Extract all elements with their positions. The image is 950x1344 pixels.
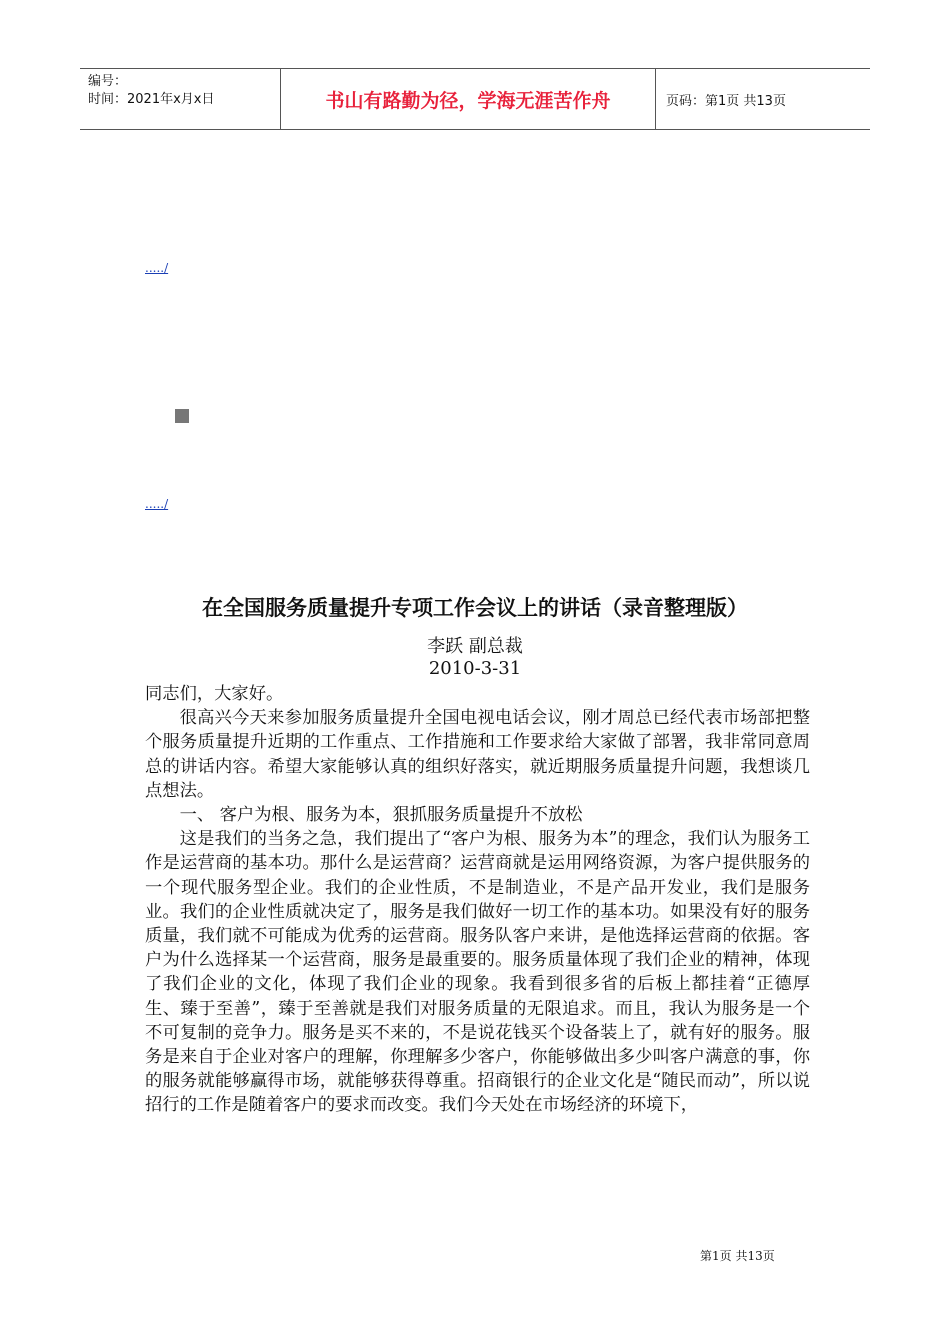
number-label: 编号： (88, 74, 128, 89)
link-2[interactable]: ...../ (145, 497, 169, 511)
article-date: 2010-3-31 (428, 658, 522, 679)
header-page-info: 页码：第1页 共13页 (666, 93, 786, 109)
bullet-square-icon (175, 409, 189, 423)
time-label: 时间：2021年x月x日 (88, 92, 215, 107)
greeting: 同志们，大家好。 (145, 684, 284, 704)
paragraph: 这是我们的当务之急，我们提出了“客户为根、服务为本”的理念，我们认为服务工作是运营商的基本功。那什么是运营商？运营商就是运用网络资源，为客户提供服务的一个现代服务型企业。我们的企业性质，不是制造业，不是产品开发业，我们是服务业。我们的企业性质就决定了，服务是我们做好一切工作的基本功。如果没有好的服务质量，我们就不可能成为优秀的运营商。服务队客户来讲，是他选择运营商的依据。客户为什么选择某一个运营商，服务是最重要的。服务质量体现了我们企业的精神，体现了我们企业的文化，体现了我们企业的现象。我看到很多省的后板上都挂着“正德厚生、臻于至善”，臻于至善就是我们对服务质量的无限追求。而且，我认为服务是一个不可复制的竞争力。服务是买不来的，不是说花钱买个设备装上了，就有好的服务。服务是来自于企业对客户的理解，你理解多少客户，你能够做出多少叫客户满意的事，你的服务就能够赢得市场，就能够获得尊重。招商银行的企业文化是“随民而动”，所以说招行的工作是随着客户的要求而改变。我们今天处在市场经济的环境下， (145, 829, 810, 1116)
header-motto: 书山有路勤为径，学海无涯苦作舟 (280, 69, 656, 129)
page-footer: 第1页 共13页 (700, 1249, 775, 1263)
paragraph: 很高兴今天来参加服务质量提升全国电视电话会议，刚才周总已经代表市场部把整个服务质量提升近期的工作重点、工作措施和工作要求给大家做了部署，我非常同意周总的讲话内容。希望大家能够认真的组织好落实，就近期服务质量提升问题，我想谈几点想法。 (145, 708, 810, 801)
article-title: 在全国服务质量提升专项工作会议上的讲话（录音整理版） (202, 596, 748, 620)
article-author: 李跃 副总裁 (427, 636, 523, 657)
header-meta (80, 69, 280, 129)
page-header (80, 68, 870, 130)
section-heading: 一、 客户为根、服务为本，狠抓服务质量提升不放松 (179, 805, 583, 826)
article-body (145, 682, 810, 1118)
link-1[interactable]: ...../ (145, 261, 169, 275)
